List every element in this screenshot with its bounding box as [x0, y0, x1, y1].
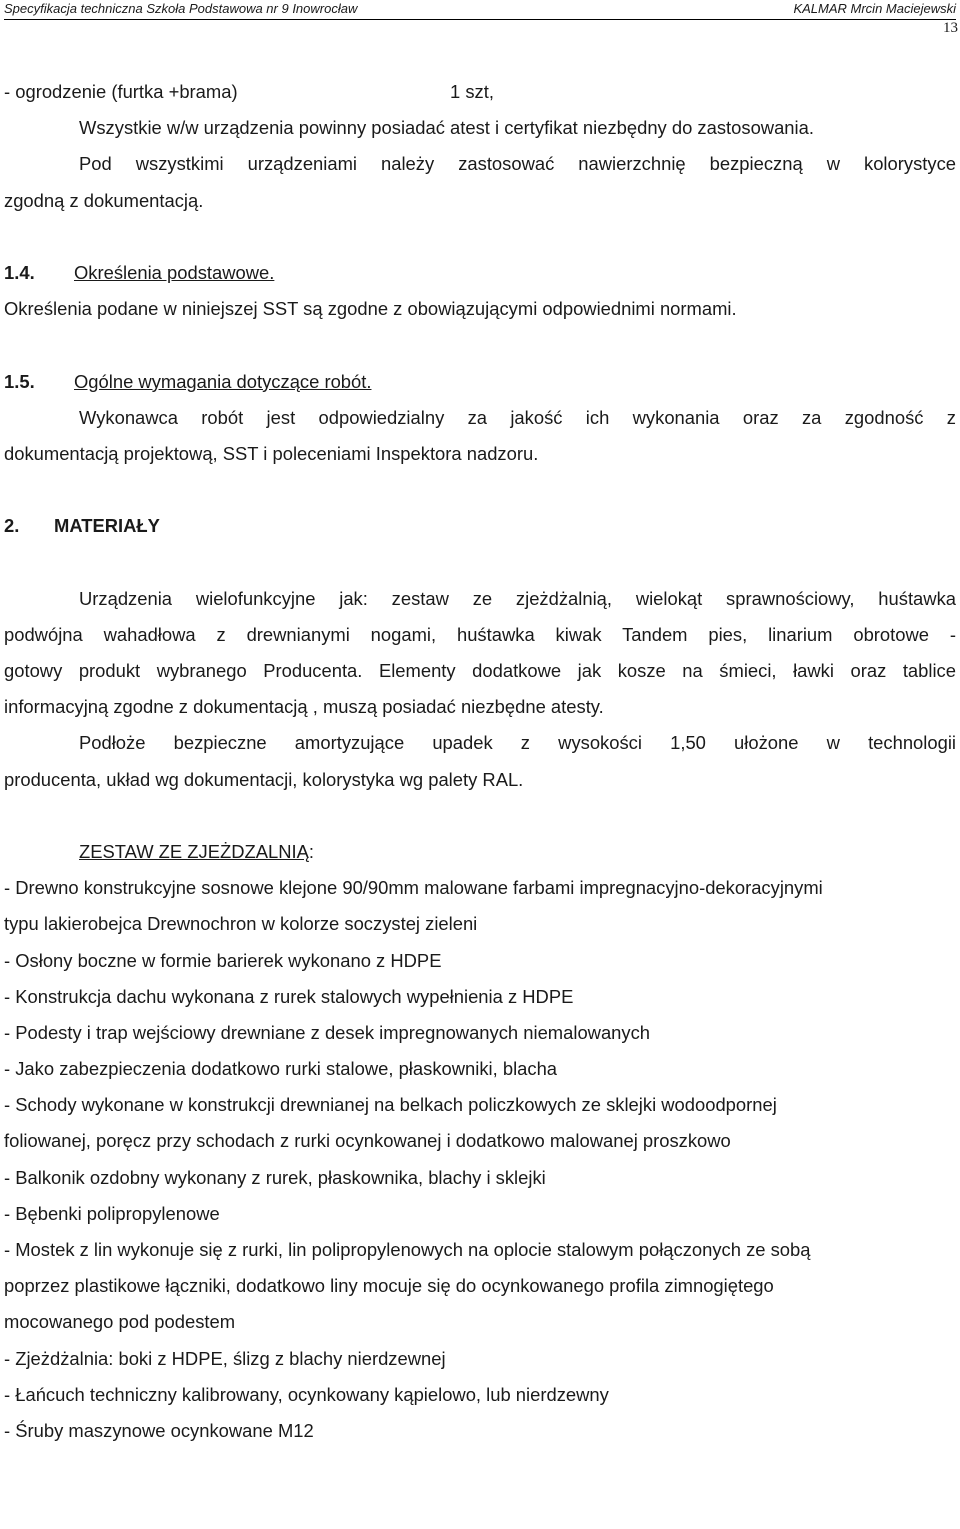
zestaw-spec-line: poprzez plastikowe łączniki, dodatkowo liny mocuje się do ocynkowanego profila zimnogiętego	[4, 1275, 774, 1297]
zestaw-spec-line: - Osłony boczne w formie barierek wykonano z HDPE	[4, 949, 442, 971]
fence-quantity: 1 szt,	[450, 81, 494, 102]
zestaw-spec-line: - Schody wykonane w konstrukcji drewnianej na belkach policzkowych ze sklejki wodoodpornej	[4, 1094, 777, 1116]
zestaw-spec-line: - Łańcuch techniczny kalibrowany, ocynkowany kąpielowo, lub nierdzewny	[4, 1383, 609, 1405]
zestaw-spec-line: - Bębenki polipropylenowe	[4, 1202, 220, 1224]
zestaw-spec-line: foliowanej, poręcz przy schodach z rurki ocynkowanej i dodatkowo malowanej proszkowo	[4, 1130, 731, 1152]
materials-paragraph-2-line: producenta, układ wg dokumentacji, kolorystyka wg palety RAL.	[4, 768, 524, 790]
section-1-4-heading	[4, 255, 956, 291]
materials-paragraph-2-line: Podłoże bezpieczne amortyzujące upadek z wysokości 1,50 ułożone w technologii	[79, 732, 956, 754]
zestaw-spec-line: - Balkonik ozdobny wykonany z rurek, płaskownika, blachy i sklejki	[4, 1166, 546, 1188]
section-1-5-body-line-1: Wykonawca robót jest odpowiedzialny za jakość ich wykonania oraz za zgodność z	[79, 406, 956, 428]
header-author: KALMAR Mrcin Maciejewski	[793, 1, 956, 16]
document-body	[4, 74, 956, 1449]
section-1-5-title: Ogólne wymagania dotyczące robót.	[74, 370, 372, 392]
zestaw-spec-line: - Podesty i trap wejściowy drewniane z desek impregnowanych niemalowanych	[4, 1021, 651, 1043]
surface-paragraph-line-2: zgodną z dokumentacją.	[4, 189, 204, 211]
zestaw-spec-line: - Zjeżdżalnia: boki z HDPE, ślizg z blachy nierdzewnej	[4, 1347, 446, 1369]
materials-paragraph-1-line: podwójna wahadłowa z drewnianymi nogami, huśtawka kiwak Tandem pies, linarium obrotowe -	[4, 623, 956, 645]
zestaw-spec-line: - Śruby maszynowe ocynkowane M12	[4, 1419, 314, 1441]
section-2-number: 2.	[4, 515, 20, 537]
section-2-heading	[4, 508, 956, 544]
materials-paragraph-1-line: informacyjną zgodne z dokumentacją , muszą posiadać niezbędne atesty.	[4, 696, 604, 718]
zestaw-spec-line: - Jako zabezpieczenia dodatkowo rurki stalowe, płaskowniki, blacha	[4, 1058, 558, 1080]
atest-paragraph: Wszystkie w/w urządzenia powinny posiadać atest i certyfikat niezbędny do zastosowania.	[79, 117, 814, 139]
materials-paragraph-1-line: Urządzenia wielofunkcyjne jak: zestaw ze zjeżdżalnią, wielokąt sprawnościowy, huśtawka	[79, 587, 956, 609]
section-2-title: MATERIAŁY	[54, 515, 160, 537]
section-1-5-heading	[4, 364, 956, 400]
zestaw-spec-line: - Drewno konstrukcyjne sosnowe klejone 90/90mm malowane farbami impregnacyjno-dekoracyjnymi	[4, 877, 823, 899]
zestaw-spec-line: - Konstrukcja dachu wykonana z rurek stalowych wypełnienia z HDPE	[4, 985, 574, 1007]
section-1-4-number: 1.4.	[4, 261, 35, 283]
section-1-4-body: Określenia podane w niniejszej SST są zgodne z obowiązującymi odpowiednimi normami.	[4, 298, 737, 320]
surface-paragraph-line-1: Pod wszystkimi urządzeniami należy zastosować nawierzchnię bezpieczną w kolorystyce	[79, 153, 956, 175]
fence-item: - ogrodzenie (furtka +brama)	[4, 81, 238, 102]
materials-paragraph-1-line: gotowy produkt wybranego Producenta. Elementy dodatkowe jak kosze na śmieci, ławki oraz tablice	[4, 660, 956, 681]
zestaw-spec-line: mocowanego pod podestem	[4, 1311, 236, 1333]
zestaw-spec-line: - Mostek z lin wykonuje się z rurki, lin polipropylenowych na oplocie stalowym połączonych ze sobą	[4, 1239, 811, 1260]
section-1-5-body-line-2: dokumentacją projektową, SST i poleceniami Inspektora nadzoru.	[4, 442, 539, 464]
section-1-4-title: Określenia podstawowe.	[74, 261, 275, 283]
page-header	[4, 1, 956, 20]
zestaw-heading	[4, 834, 956, 870]
page-number: 13	[943, 20, 958, 36]
zestaw-title: ZESTAW ZE ZJEŻDZALNIĄ	[79, 840, 309, 862]
fence-item-line	[4, 74, 956, 110]
header-document-title: Specyfikacja techniczna Szkoła Podstawowa nr 9 Inowrocław	[4, 1, 358, 16]
section-1-5-number: 1.5.	[4, 370, 35, 392]
zestaw-title-suffix: :	[308, 840, 315, 862]
zestaw-spec-line: typu lakierobejca Drewnochron w kolorze soczystej zieleni	[4, 913, 478, 935]
